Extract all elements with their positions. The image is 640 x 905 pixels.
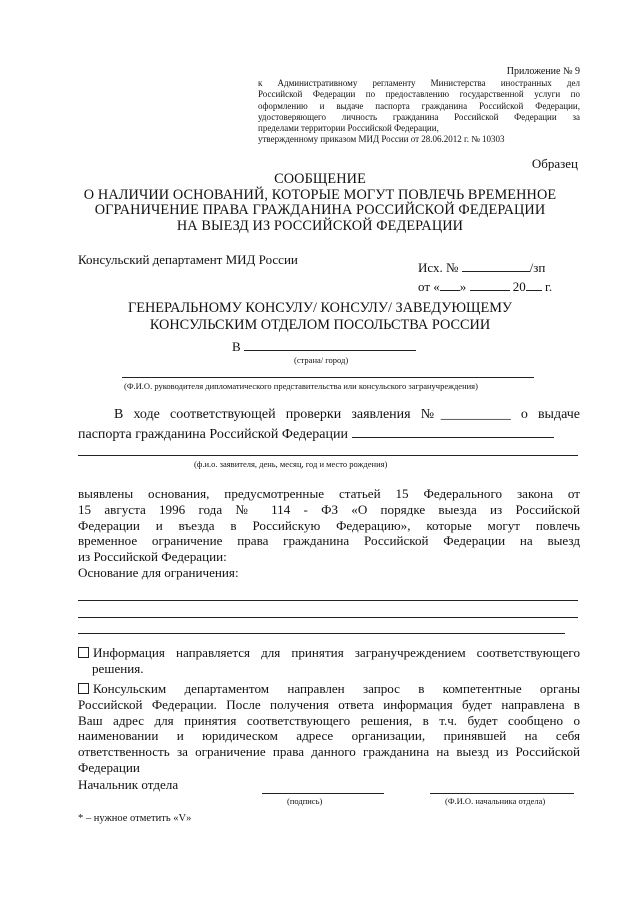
option-1-line: решения.	[92, 660, 144, 676]
grounds-label: Основание для ограничения:	[78, 564, 239, 580]
body-paragraph	[78, 486, 580, 581]
body-line: Федерации и въезда в Российскую Федерацию», которые могут повлечь	[78, 517, 580, 533]
body-line: выявлены основания, предусмотренные статьей 15 Федерального закона от	[78, 486, 580, 501]
option-2-line: Российской Федерации. После получения ответа информация будет направлена в	[78, 696, 580, 712]
annex-heading: Приложение № 9	[506, 66, 580, 77]
head-dept-fio-line[interactable]	[430, 793, 574, 794]
caption-head-fio: (Ф.И.О. руководителя дипломатического представительства или консульского загранучреждения)	[124, 381, 478, 391]
footnote: * – нужное отметить «V»	[78, 813, 192, 824]
annex-line: оформлению и выдаче паспорта гражданина Российской Федерации,	[258, 100, 580, 111]
caption-head-dept-fio: (Ф.И.О. начальника отдела)	[445, 796, 546, 806]
annex-line: пределами территории Российской Федерации,	[258, 123, 439, 134]
body-line: временное ограничение права гражданина Российской Федерации на выезд	[78, 533, 580, 549]
body-line: из Российской Федерации:	[78, 549, 227, 565]
title-line: СООБЩЕНИЕ	[274, 171, 366, 187]
annex-block	[258, 66, 580, 145]
date-prefix: от «	[418, 279, 440, 294]
annex-line: утвержденному приказом МИД России от 28.06.2012 г. № 10303	[258, 134, 505, 145]
option-2-line: наименовании и юридическом адресе организации, принявшей на себя	[78, 728, 580, 744]
check-line: паспорта гражданина Российской Федерации	[78, 424, 580, 444]
annex-line: удостоверяющего личность гражданина Российской Федерации за	[258, 111, 580, 122]
head-fio-line[interactable]	[122, 377, 534, 378]
option-1	[78, 645, 580, 677]
year-field[interactable]	[526, 277, 542, 291]
title-line: О НАЛИЧИИ ОСНОВАНИЙ, КОТОРЫЕ МОГУТ ПОВЛЕЧЬ ВРЕМЕННОЕ	[83, 186, 557, 203]
department-name: Консульский департамент МИД России	[78, 252, 298, 267]
month-field[interactable]	[470, 277, 510, 291]
in-prefix: В	[232, 339, 241, 354]
annex-line: к Административному регламенту Министерства иностранных дел	[258, 78, 580, 89]
grounds-line[interactable]	[78, 617, 578, 618]
title-line: НА ВЫЕЗД ИЗ РОССИЙСКОЙ ФЕДЕРАЦИИ	[176, 217, 464, 234]
annex-line: Российской Федерации по предоставлению государственной услуги по	[258, 89, 580, 100]
addressee	[60, 300, 580, 334]
outgoing-number-suffix: /зп	[529, 260, 546, 275]
caption-signature: (подпись)	[287, 796, 323, 806]
option-1-checkbox[interactable]	[78, 647, 89, 658]
grounds-line[interactable]	[78, 633, 565, 634]
applicant-line[interactable]	[78, 455, 578, 456]
date-mid: »	[459, 279, 467, 294]
sample-label: Образец	[531, 156, 578, 171]
option-2-checkbox[interactable]	[78, 683, 89, 694]
grounds-line[interactable]	[78, 600, 578, 601]
day-field[interactable]	[440, 277, 460, 291]
caption-applicant: (ф.и.о. заявителя, день, месяц, год и место рождения)	[194, 459, 388, 469]
document-title	[60, 172, 580, 234]
year-suffix: г.	[545, 279, 553, 294]
body-line: 15 августа 1996 года № 114 - ФЗ «О порядке выезда из Российской	[78, 501, 580, 517]
option-2-line: Консульским департаментом направлен запрос в компетентные органы	[78, 681, 580, 697]
signature-line[interactable]	[262, 793, 384, 794]
caption-country-city: (страна/ город)	[294, 355, 349, 365]
option-2	[78, 681, 580, 776]
outgoing-number-field[interactable]	[462, 258, 530, 272]
outgoing-ref	[418, 258, 552, 296]
country-city-row	[232, 337, 416, 355]
addressee-line: ГЕНЕРАЛЬНОМУ КОНСУЛУ/ КОНСУЛУ/ ЗАВЕДУЮЩЕМУ	[127, 300, 513, 316]
check-line: В ходе соответствующей проверки заявления №__________ о выдаче	[114, 407, 580, 422]
option-2-line: Ваш адрес для принятия соответствующего решения, в т.ч. будет сообщено о	[78, 712, 580, 728]
option-1-line: Информация направляется для принятия загранучреждением соответствующего	[78, 645, 580, 661]
option-2-line: ответственность за ограничение права данного гражданина на выезд из Российской	[78, 744, 580, 760]
year-prefix: 20	[512, 279, 526, 294]
check-paragraph	[78, 406, 580, 444]
addressee-line: КОНСУЛЬСКИМ ОТДЕЛОМ ПОСОЛЬСТВА РОССИИ	[149, 317, 491, 333]
outgoing-number-prefix: Исх. №	[418, 260, 459, 275]
passport-applicant-field[interactable]	[352, 424, 554, 438]
country-city-field[interactable]	[244, 337, 416, 351]
head-of-department: Начальник отдела	[78, 777, 179, 792]
title-line: ОГРАНИЧЕНИЕ ПРАВА ГРАЖДАНИНА РОССИЙСКОЙ ФЕДЕРАЦИИ	[94, 202, 546, 218]
option-2-line: Федерации	[78, 759, 140, 775]
